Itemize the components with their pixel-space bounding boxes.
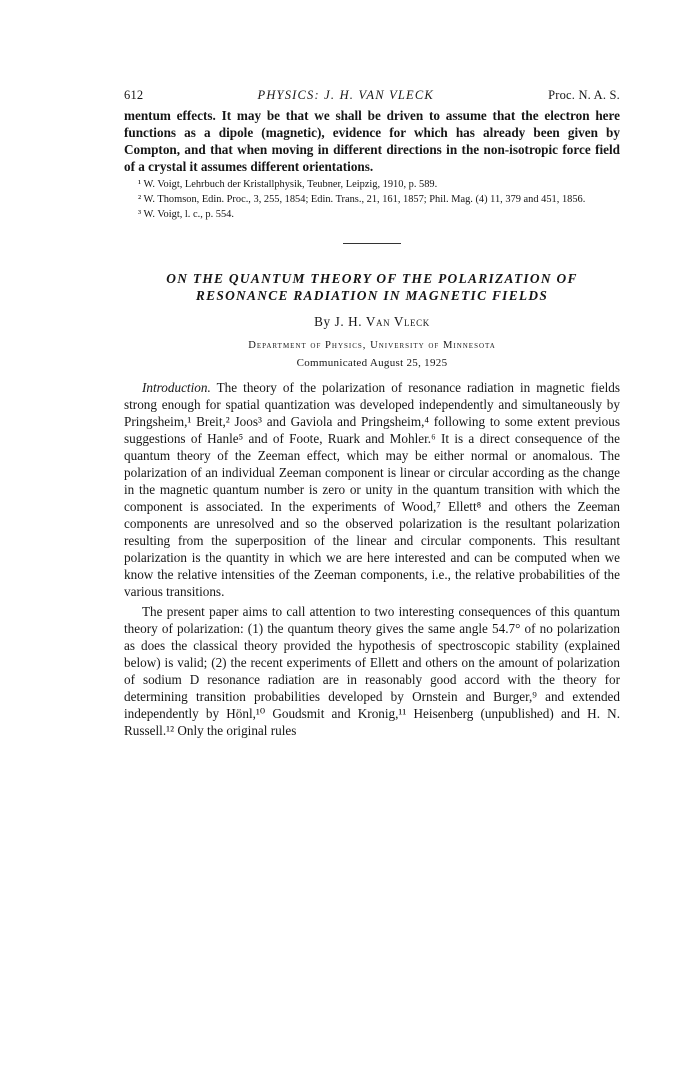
journal-page — [124, 88, 620, 739]
footnote: ³ W. Voigt, l. c., p. 554. — [138, 209, 234, 220]
author-line — [124, 314, 620, 330]
section-divider — [343, 243, 401, 244]
running-head-title: PHYSICS: J. H. VAN VLECK — [257, 88, 434, 102]
body-paragraph: The present paper aims to call attention to two interesting consequences of this quantum theory of polarization: (1) the quantum theory gives the same angle 54.7° of no polarization as does the classical theory provided the hypothesis of spectroscopic stability (explained below) is valid; (2) the recent experiments of Ellett and others on the amount of polarization of sodium D resonance radiation are in reasonably good accord with the theory for determining transition probabilities developed by Ornstein and Burger,⁹ and extended independently by Hönl,¹⁰ Goudsmit and Kronig,¹¹ Heisenberg (unpublished) and H. N. Russell.¹² Only the original rules — [124, 604, 620, 738]
body-paragraph — [124, 379, 620, 600]
article-body — [124, 379, 620, 739]
continued-paragraph: mentum effects. It may be that we shall be driven to assume that the electron here functions as a dipole (magnetic), evidence for which has already been given by Compton, and that when moving in different directions in the non-isotropic force field of a crystal it assumes different orientations. — [124, 108, 620, 174]
section-label: Introduction. — [142, 380, 211, 395]
paragraph-text: The theory of the polarization of resonance radiation in magnetic fields strong enough for spatial quantization was developed independently and simultaneously by Pringsheim,¹ Breit,² Joos³ and Gaviola and Pringsheim,⁴ following to some extent previous suggestions of Hanle⁵ and of Foote, Ruark and Mohler.⁶ It is a direct consequence of the quantum theory of the Zeeman effect, which may be either normal or anomalous. The polarization of an individual Zeeman component is linear or circular according as the change in the magnetic quantum number is zero or unity in the quantum transition with which the component is associated. In the experiments of Wood,⁷ Ellett⁸ and others the Zeeman components are unresolved and so the observed polarization is the resultant polarization resulting from the superposition of the linear and circular components. This resultant polarization is the quantity in which we are here interested and can be computed when we know the relative intensities of the Zeeman components, i.e., the relative probabilities of the various transitions. — [124, 380, 621, 599]
author-name: J. H. Van Vleck — [334, 314, 430, 329]
journal-abbreviation: Proc. N. A. S. — [548, 88, 620, 102]
communicated-date: Communicated August 25, 1925 — [296, 357, 448, 369]
footnote: ¹ W. Voigt, Lehrbuch der Kristallphysik, Teubner, Leipzig, 1910, p. 589. — [138, 179, 438, 190]
footnote: ² W. Thomson, Edin. Proc., 3, 255, 1854; Edin. Trans., 21, 161, 1857; Phil. Mag. (4) 11, 379 and 451, 1856. — [138, 194, 586, 205]
affiliation: Department of Physics, University of Minnesota — [248, 340, 496, 351]
author-prefix: By — [314, 314, 335, 329]
page-number: 612 — [124, 88, 144, 102]
footnotes — [124, 177, 620, 222]
article-title: ON THE QUANTUM THEORY OF THE POLARIZATION OF RESONANCE RADIATION IN MAGNETIC FIELDS — [166, 271, 578, 303]
running-head — [124, 88, 620, 103]
